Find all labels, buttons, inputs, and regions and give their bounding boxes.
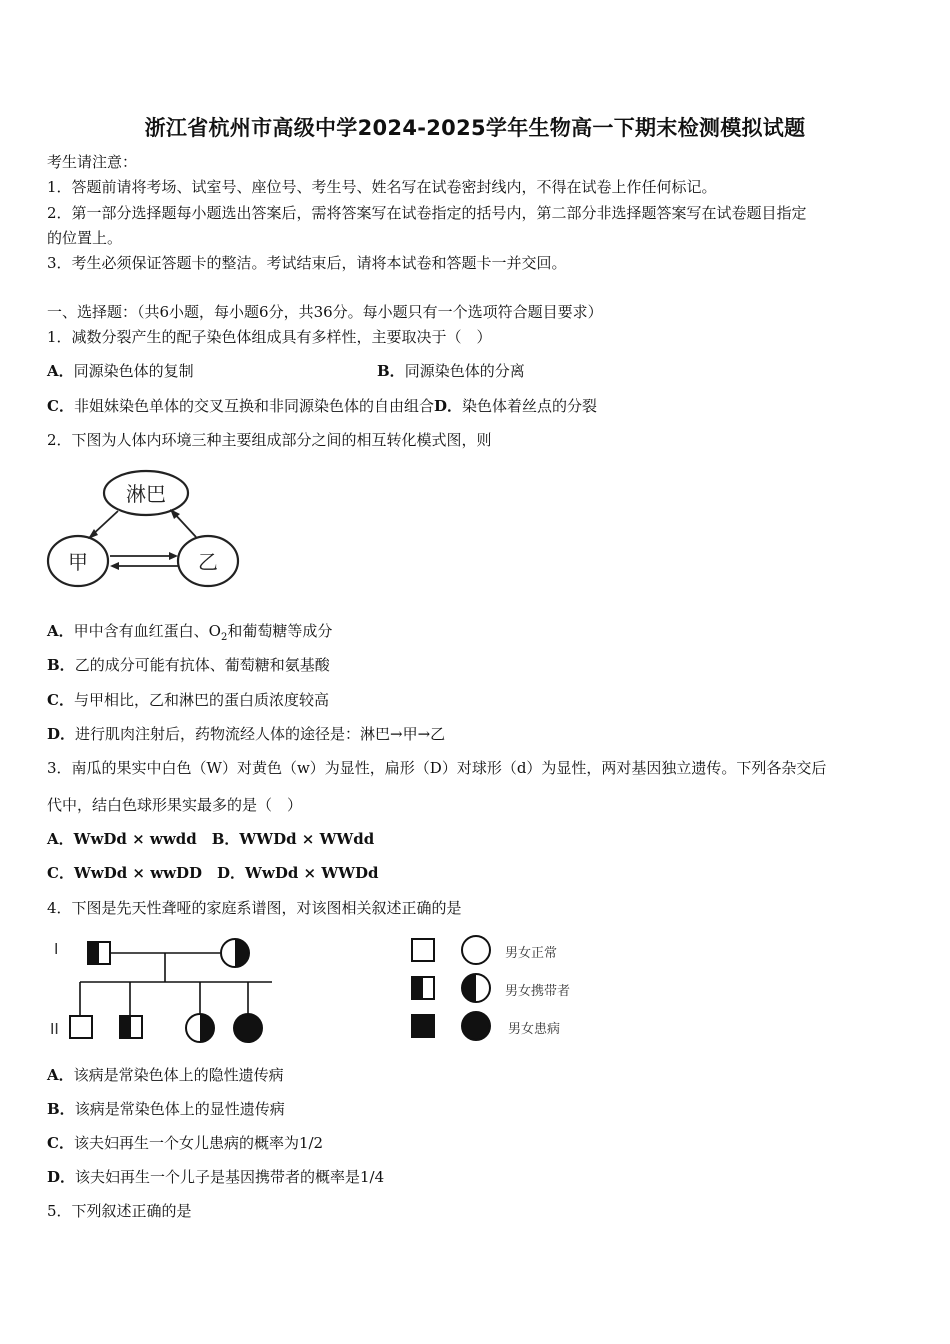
question-2-option-c [47, 690, 329, 710]
question-4-stem: 4．下图是先天性聋哑的家庭系谱图，对该图相关叙述正确的是 [47, 899, 462, 917]
question-2-option-a [47, 621, 332, 648]
option-text: 该夫妇再生一个儿子是基因携带者的概率是1/4 [75, 1168, 385, 1186]
legend-carrier-label: 男女携带者 [505, 984, 571, 999]
yi-label: 乙 [198, 550, 218, 574]
legend-normal-female [462, 936, 490, 964]
section-heading: 一、选择题：（共6小题，每小题6分，共36分。每小题只有一个选项符合题目要求） [47, 303, 603, 321]
question-4-option-b [47, 1099, 285, 1119]
legend-carrier-female [462, 974, 490, 1002]
question-1-option-a [47, 361, 194, 381]
option-label: A． [47, 362, 74, 380]
gen2-normal-male [70, 1016, 92, 1038]
option-label: C． [47, 1134, 74, 1152]
option-label: D． [47, 1168, 76, 1186]
arrowhead-icon [169, 552, 178, 560]
option-text: 该病是常染色体上的隐性遗传病 [73, 1066, 284, 1084]
gen1-carrier-male [88, 942, 110, 964]
question-1-stem: 1．减数分裂产生的配子染色体组成具有多样性，主要取决于（ ） [47, 328, 492, 346]
option-label: B． [377, 362, 405, 380]
gen2-carrier-male [120, 1016, 142, 1038]
subscript: 2 [220, 632, 228, 643]
option-text: 甲中含有血红蛋白、O [73, 622, 221, 640]
generation-1-label: I [54, 940, 59, 958]
jia-label: 甲 [68, 550, 88, 574]
legend-carrier-male [412, 977, 434, 999]
arrowhead-icon [110, 562, 119, 570]
option-text: 非姐妹染色单体的交叉互换和非同源染色体的自由组合 [73, 397, 434, 415]
question-1-option-cd [47, 396, 597, 416]
gen2-affected-female [234, 1014, 262, 1042]
question-3-options-ab: A．WwDd × wwdd B．WWDd × WWdd [47, 830, 375, 848]
question-4-option-c [47, 1133, 323, 1153]
option-label: C． [47, 691, 74, 709]
notice-item: 3．考生必须保证答题卡的整洁。考试结束后，请将本试卷和答题卡一并交回。 [47, 254, 567, 272]
option-label: A． [47, 622, 74, 640]
option-text: 进行肌肉注射后，药物流经人体的途径是：淋巴→甲→乙 [75, 725, 446, 743]
question-2-option-b [47, 655, 330, 675]
notice-item: 的位置上。 [47, 229, 123, 247]
question-2-option-d [47, 724, 445, 744]
option-label: B． [47, 1100, 75, 1118]
gen2-carrier-female [186, 1014, 214, 1042]
option-text: 和葡萄糖等成分 [227, 622, 333, 640]
option-text: 同源染色体的复制 [73, 362, 194, 380]
option-label: D． [47, 725, 76, 743]
question-5-stem: 5．下列叙述正确的是 [47, 1202, 192, 1220]
option-text: 同源染色体的分离 [404, 362, 525, 380]
notice-item: 2．第一部分选择题每小题选出答案后，需将答案写在试卷指定的括号内，第二部分非选择题答案写在试卷题目指定 [47, 204, 807, 222]
option-label: B． [47, 656, 75, 674]
option-label: D． [433, 397, 462, 415]
question-3-options-cd: C．WwDd × wwDD D．WwDd × WWDd [47, 864, 379, 882]
question-3-stem-cont: 代中，结白色球形果实最多的是（ ） [47, 796, 303, 814]
legend-normal-male [412, 939, 434, 961]
option-label: C． [47, 397, 74, 415]
gen1-carrier-female [221, 939, 249, 967]
option-text: 与甲相比，乙和淋巴的蛋白质浓度较高 [73, 691, 329, 709]
question-3-stem: 3．南瓜的果实中白色（W）对黄色（w）为显性，扁形（D）对球形（d）为显性，两对基因独立遗传。下列各杂交后 [47, 759, 827, 777]
legend-affected-female [462, 1012, 490, 1040]
question-4-option-d [47, 1167, 384, 1187]
option-text: 乙的成分可能有抗体、葡萄糖和氨基酸 [74, 656, 330, 674]
body-fluid-diagram [40, 465, 250, 595]
pedigree-chart [40, 930, 600, 1055]
option-label: A． [47, 1066, 74, 1084]
option-text: 该病是常染色体上的显性遗传病 [74, 1100, 285, 1118]
generation-2-label: II [50, 1020, 59, 1038]
legend-normal-label: 男女正常 [505, 946, 558, 961]
question-2-stem: 2．下图为人体内环境三种主要组成部分之间的相互转化模式图，则 [47, 431, 492, 449]
lymph-label: 淋巴 [126, 482, 166, 506]
notice-heading: 考生请注意： [47, 153, 138, 171]
question-1-option-b [377, 361, 525, 381]
legend-affected-label: 男女患病 [508, 1022, 561, 1037]
notice-item: 1．答题前请将考场、试室号、座位号、考生号、姓名写在试卷密封线内，不得在试卷上作任何标记。 [47, 178, 717, 196]
question-4-option-a [47, 1065, 284, 1085]
legend-affected-male [412, 1015, 434, 1037]
option-text: 染色体着丝点的分裂 [461, 397, 597, 415]
page-title: 浙江省杭州市高级中学2024-2025学年生物高一下期末检测模拟试题 [144, 116, 806, 140]
option-text: 该夫妇再生一个女儿患病的概率为1/2 [73, 1134, 324, 1152]
